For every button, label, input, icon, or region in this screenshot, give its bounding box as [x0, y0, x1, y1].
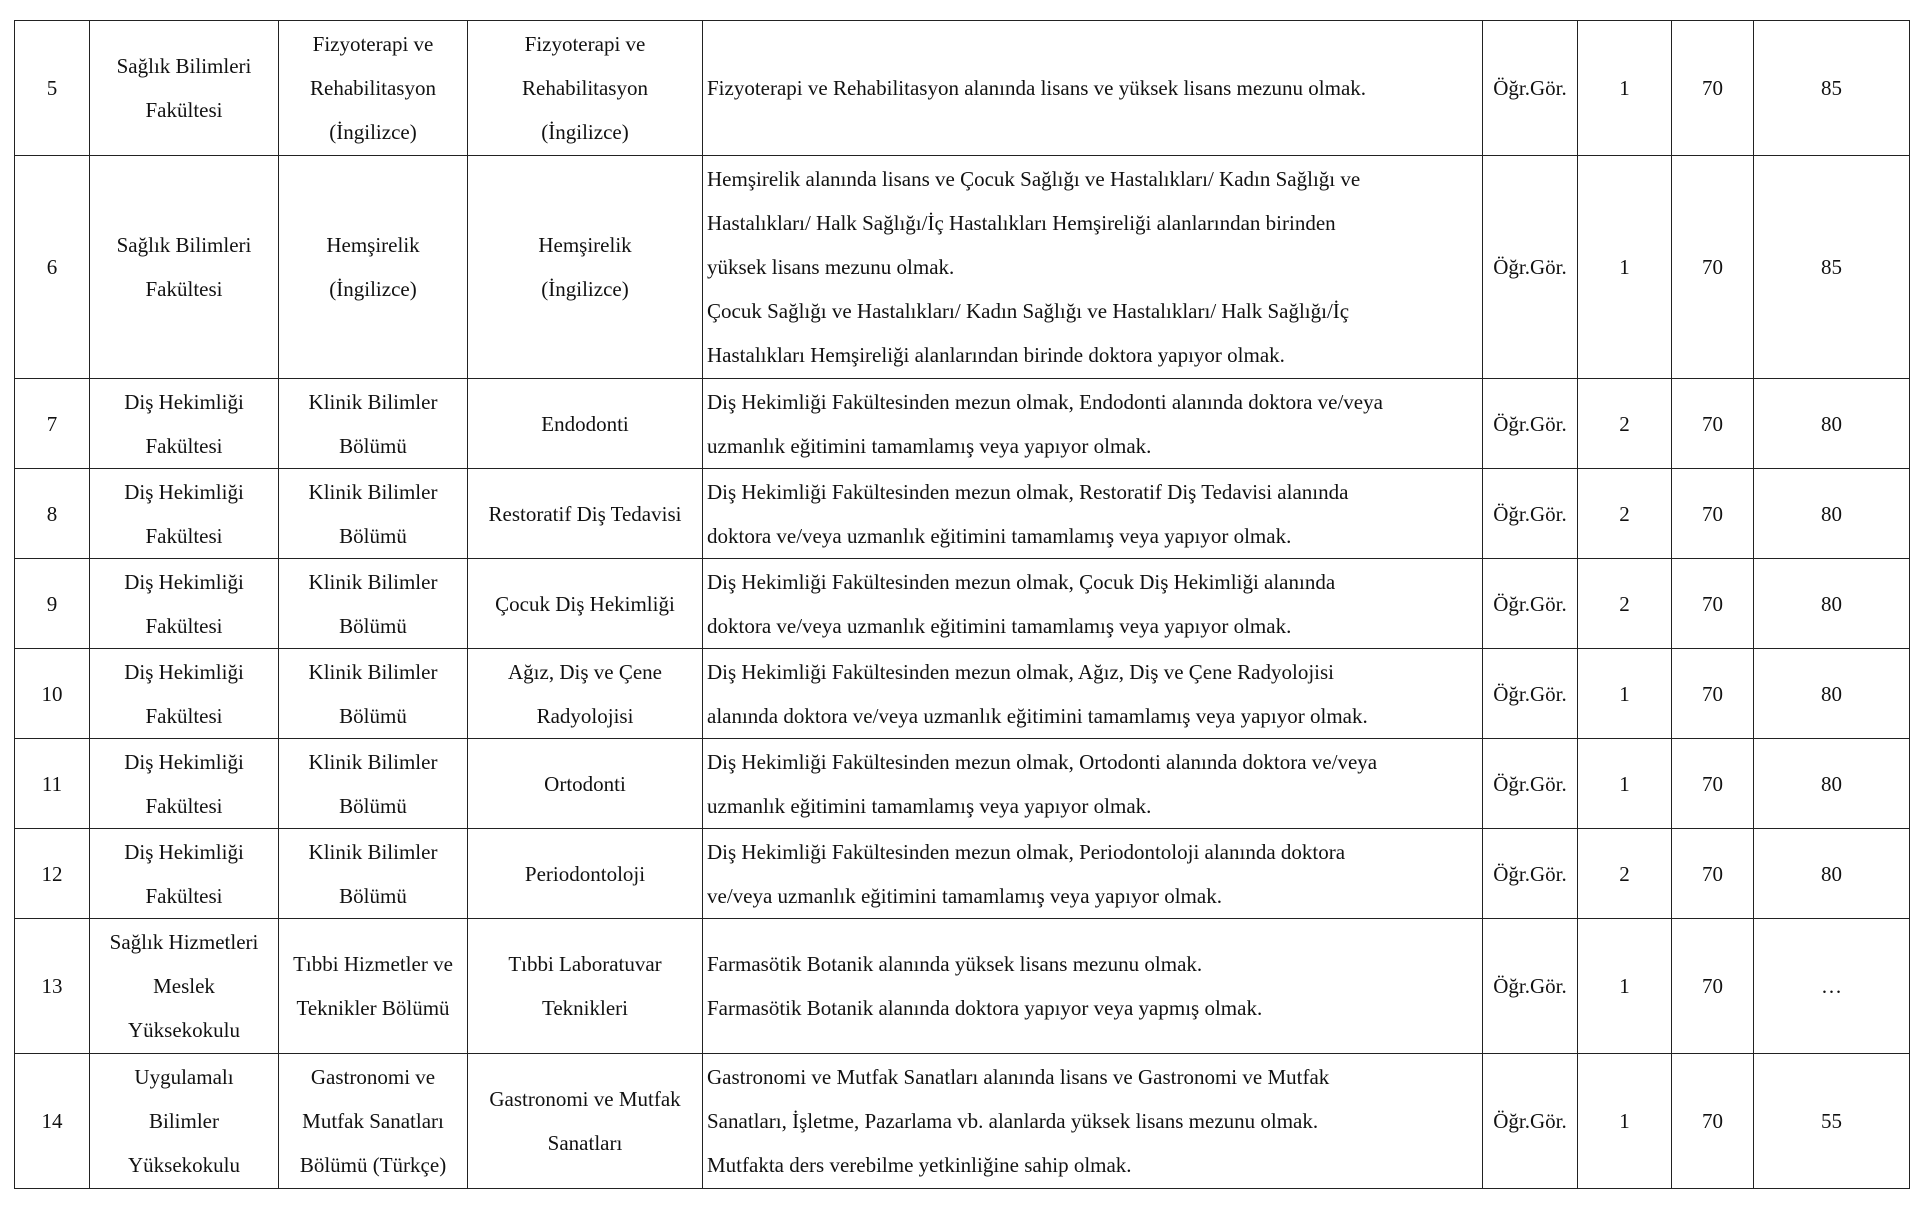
unit-cell: [90, 21, 279, 156]
requirements-cell-line: Diş Hekimliği Fakültesinden mezun olmak, Çocuk Diş Hekimliği alanında: [707, 569, 1336, 594]
score-a-cell: 70: [1672, 559, 1754, 649]
row-number: 6: [15, 156, 90, 379]
requirements-cell-line: Diş Hekimliği Fakültesinden mezun olmak, Periodontoloji alanında doktora: [707, 839, 1346, 864]
row-number: 5: [15, 21, 90, 156]
department-cell-line: Klinik Bilimler: [308, 659, 438, 684]
department-cell-line: Gastronomi ve: [310, 1065, 436, 1089]
department-cell-line: Bölümü (Türkçe): [299, 1153, 447, 1177]
program-cell: [468, 469, 703, 559]
score-b-cell: 80: [1754, 649, 1910, 739]
department-cell: [279, 919, 468, 1054]
table-row: [15, 559, 1910, 649]
unit-cell: [90, 379, 279, 469]
title-cell: Öğr.Gör.: [1483, 919, 1578, 1054]
unit-cell-line: Yüksekokulu: [128, 1153, 240, 1177]
requirements-cell: [703, 919, 1483, 1054]
unit-cell: [90, 156, 279, 379]
requirements-cell-line: Hastalıkları/ Halk Sağlığı/İç Hastalıkları Hemşireliği alanlarından birinden: [707, 211, 1336, 235]
table-row: [15, 1054, 1910, 1189]
title-cell: Öğr.Gör.: [1483, 829, 1578, 919]
count-cell: 2: [1578, 829, 1672, 919]
requirements-cell-line: Gastronomi ve Mutfak Sanatları alanında lisans ve Gastronomi ve Mutfak: [707, 1065, 1330, 1089]
score-b-cell: …: [1754, 919, 1910, 1054]
table-row: [15, 469, 1910, 559]
department-cell-line: Bölümü: [339, 523, 407, 548]
score-a-cell: 70: [1672, 1054, 1754, 1189]
count-cell: 2: [1578, 559, 1672, 649]
program-cell-line: Fizyoterapi ve: [524, 32, 646, 56]
requirements-cell-line: doktora ve/veya uzmanlık eğitimini tamamlamış veya yapıyor olmak.: [707, 523, 1292, 548]
requirements-cell-line: Farmasötik Botanik alanında doktora yapıyor veya yapmış olmak.: [707, 996, 1263, 1020]
row-number: 11: [15, 739, 90, 829]
unit-cell-line: Meslek: [153, 974, 215, 998]
row-number: 14: [15, 1054, 90, 1189]
score-a-cell: 70: [1672, 21, 1754, 156]
score-a-cell: 70: [1672, 829, 1754, 919]
count-cell: 1: [1578, 919, 1672, 1054]
program-cell-line: Hemşirelik: [538, 233, 632, 257]
title-cell: Öğr.Gör.: [1483, 21, 1578, 156]
unit-cell-line: Fakültesi: [145, 98, 223, 122]
program-cell-line: Ortodonti: [544, 771, 626, 796]
program-cell-line: Periodontoloji: [524, 861, 646, 886]
requirements-cell: [703, 739, 1483, 829]
unit-cell-line: Uygulamalı: [134, 1065, 234, 1089]
department-cell-line: Teknikler Bölümü: [296, 996, 450, 1020]
unit-cell-line: Sağlık Bilimleri: [116, 233, 252, 257]
department-cell-line: (İngilizce): [329, 120, 417, 144]
program-cell: [468, 21, 703, 156]
unit-cell-line: Fakültesi: [145, 433, 223, 458]
department-cell-line: Klinik Bilimler: [308, 749, 438, 774]
program-cell-line: Çocuk Diş Hekimliği: [495, 591, 675, 616]
unit-cell-line: Fakültesi: [145, 277, 223, 301]
program-cell-line: Sanatları: [547, 1131, 623, 1155]
table-row: [15, 829, 1910, 919]
unit-cell-line: Diş Hekimliği: [124, 569, 244, 594]
requirements-cell-line: ve/veya uzmanlık eğitimini tamamlamış veya yapıyor olmak.: [707, 883, 1222, 908]
program-cell: [468, 739, 703, 829]
score-a-cell: 70: [1672, 379, 1754, 469]
title-cell: Öğr.Gör.: [1483, 559, 1578, 649]
requirements-cell-line: uzmanlık eğitimini tamamlamış veya yapıyor olmak.: [707, 433, 1152, 458]
score-b-cell: 80: [1754, 829, 1910, 919]
program-cell-line: Endodonti: [541, 411, 629, 436]
unit-cell: [90, 649, 279, 739]
program-cell: [468, 919, 703, 1054]
unit-cell-line: Diş Hekimliği: [124, 839, 244, 864]
department-cell: [279, 559, 468, 649]
score-a-cell: 70: [1672, 919, 1754, 1054]
unit-cell-line: Bilimler: [149, 1109, 219, 1133]
program-cell-line: (İngilizce): [541, 120, 629, 144]
unit-cell: [90, 559, 279, 649]
requirements-cell-line: Sanatları, İşletme, Pazarlama vb. alanlarda yüksek lisans mezunu olmak.: [707, 1109, 1319, 1133]
department-cell-line: Tıbbi Hizmetler ve: [293, 952, 453, 976]
program-cell-line: (İngilizce): [541, 277, 629, 301]
department-cell-line: Bölümü: [339, 883, 407, 908]
title-cell: Öğr.Gör.: [1483, 649, 1578, 739]
requirements-cell-line: uzmanlık eğitimini tamamlamış veya yapıyor olmak.: [707, 793, 1152, 818]
requirements-cell-line: Çocuk Sağlığı ve Hastalıkları/ Kadın Sağlığı ve Hastalıkları/ Halk Sağlığı/İç: [707, 299, 1350, 323]
unit-cell-line: Sağlık Hizmetleri: [109, 930, 259, 954]
department-cell-line: Klinik Bilimler: [308, 569, 438, 594]
requirements-cell-line: Farmasötik Botanik alanında yüksek lisans mezunu olmak.: [707, 952, 1203, 976]
requirements-cell-line: Diş Hekimliği Fakültesinden mezun olmak, Ağız, Diş ve Çene Radyolojisi: [707, 659, 1335, 684]
program-cell-line: Ağız, Diş ve Çene: [508, 659, 662, 684]
row-number: 10: [15, 649, 90, 739]
program-cell: [468, 829, 703, 919]
table-row: [15, 156, 1910, 379]
requirements-cell-line: Diş Hekimliği Fakültesinden mezun olmak, Endodonti alanında doktora ve/veya: [707, 389, 1383, 414]
table-row: [15, 739, 1910, 829]
score-a-cell: 70: [1672, 469, 1754, 559]
department-cell-line: Klinik Bilimler: [308, 479, 438, 504]
unit-cell-line: Yüksekokulu: [128, 1018, 240, 1042]
department-cell: [279, 1054, 468, 1189]
title-cell: Öğr.Gör.: [1483, 1054, 1578, 1189]
department-cell-line: Bölümü: [339, 433, 407, 458]
row-number: 12: [15, 829, 90, 919]
score-a-cell: 70: [1672, 739, 1754, 829]
department-cell-line: (İngilizce): [329, 277, 417, 301]
score-b-cell: 55: [1754, 1054, 1910, 1189]
count-cell: 1: [1578, 649, 1672, 739]
program-cell-line: Rehabilitasyon: [522, 76, 648, 100]
requirements-cell: [703, 649, 1483, 739]
title-cell: Öğr.Gör.: [1483, 156, 1578, 379]
program-cell-line: Gastronomi ve Mutfak: [489, 1087, 681, 1111]
count-cell: 1: [1578, 21, 1672, 156]
unit-cell-line: Diş Hekimliği: [124, 479, 244, 504]
department-cell-line: Hemşirelik: [326, 233, 420, 257]
requirements-cell: [703, 1054, 1483, 1189]
count-cell: 2: [1578, 379, 1672, 469]
program-cell-line: Restoratif Diş Tedavisi: [488, 501, 682, 526]
unit-cell-line: Fakültesi: [145, 703, 223, 728]
count-cell: 2: [1578, 469, 1672, 559]
requirements-cell-line: doktora ve/veya uzmanlık eğitimini tamamlamış veya yapıyor olmak.: [707, 613, 1292, 638]
requirements-cell: [703, 829, 1483, 919]
requirements-cell: [703, 156, 1483, 379]
program-cell: [468, 559, 703, 649]
department-cell-line: Rehabilitasyon: [310, 76, 436, 100]
program-cell: [468, 1054, 703, 1189]
unit-cell: [90, 739, 279, 829]
count-cell: 1: [1578, 156, 1672, 379]
title-cell: Öğr.Gör.: [1483, 379, 1578, 469]
table-row: [15, 379, 1910, 469]
unit-cell-line: Diş Hekimliği: [124, 389, 244, 414]
department-cell: [279, 379, 468, 469]
department-cell: [279, 156, 468, 379]
table-row: [15, 21, 1910, 156]
requirements-cell-line: alanında doktora ve/veya uzmanlık eğitimini tamamlamış veya yapıyor olmak.: [707, 703, 1368, 728]
unit-cell: [90, 919, 279, 1054]
position-table: [14, 20, 1910, 1189]
department-cell-line: Klinik Bilimler: [308, 839, 438, 864]
count-cell: 1: [1578, 1054, 1672, 1189]
department-cell: [279, 829, 468, 919]
department-cell-line: Bölümü: [339, 613, 407, 638]
score-b-cell: 80: [1754, 559, 1910, 649]
program-cell: [468, 156, 703, 379]
requirements-cell: [703, 21, 1483, 156]
requirements-cell-line: Hemşirelik alanında lisans ve Çocuk Sağlığı ve Hastalıkları/ Kadın Sağlığı ve: [707, 167, 1361, 191]
program-cell-line: Tıbbi Laboratuvar: [508, 952, 662, 976]
requirements-cell-line: Hastalıkları Hemşireliği alanlarından birinde doktora yapıyor olmak.: [707, 343, 1285, 367]
department-cell-line: Klinik Bilimler: [308, 389, 438, 414]
program-cell-line: Teknikleri: [542, 996, 628, 1020]
requirements-cell-line: Diş Hekimliği Fakültesinden mezun olmak, Ortodonti alanında doktora ve/veya: [707, 749, 1378, 774]
table-row: [15, 649, 1910, 739]
department-cell: [279, 739, 468, 829]
score-b-cell: 80: [1754, 469, 1910, 559]
unit-cell-line: Sağlık Bilimleri: [116, 54, 252, 78]
score-a-cell: 70: [1672, 649, 1754, 739]
row-number: 8: [15, 469, 90, 559]
unit-cell-line: Fakültesi: [145, 883, 223, 908]
department-cell: [279, 21, 468, 156]
table-row: [15, 919, 1910, 1054]
department-cell-line: Bölümü: [339, 703, 407, 728]
requirements-cell-line: yüksek lisans mezunu olmak.: [707, 255, 955, 279]
requirements-cell-line: Mutfakta ders verebilme yetkinliğine sahip olmak.: [707, 1153, 1132, 1177]
unit-cell-line: Diş Hekimliği: [124, 659, 244, 684]
unit-cell: [90, 829, 279, 919]
requirements-cell-line: Fizyoterapi ve Rehabilitasyon alanında lisans ve yüksek lisans mezunu olmak.: [707, 76, 1367, 100]
program-cell: [468, 649, 703, 739]
table-body: [15, 21, 1910, 1189]
unit-cell-line: Fakültesi: [145, 613, 223, 638]
score-a-cell: 70: [1672, 156, 1754, 379]
title-cell: Öğr.Gör.: [1483, 469, 1578, 559]
department-cell-line: Fizyoterapi ve: [312, 32, 434, 56]
row-number: 9: [15, 559, 90, 649]
program-cell: [468, 379, 703, 469]
department-cell-line: Mutfak Sanatları: [302, 1109, 444, 1133]
unit-cell-line: Fakültesi: [145, 523, 223, 548]
title-cell: Öğr.Gör.: [1483, 739, 1578, 829]
unit-cell-line: Diş Hekimliği: [124, 749, 244, 774]
unit-cell: [90, 1054, 279, 1189]
score-b-cell: 85: [1754, 21, 1910, 156]
requirements-cell: [703, 559, 1483, 649]
department-cell: [279, 469, 468, 559]
unit-cell-line: Fakültesi: [145, 793, 223, 818]
unit-cell: [90, 469, 279, 559]
department-cell-line: Bölümü: [339, 793, 407, 818]
department-cell: [279, 649, 468, 739]
requirements-cell-line: Diş Hekimliği Fakültesinden mezun olmak, Restoratif Diş Tedavisi alanında: [707, 479, 1349, 504]
score-b-cell: 80: [1754, 739, 1910, 829]
row-number: 7: [15, 379, 90, 469]
requirements-cell: [703, 469, 1483, 559]
row-number: 13: [15, 919, 90, 1054]
requirements-cell: [703, 379, 1483, 469]
score-b-cell: 80: [1754, 379, 1910, 469]
score-b-cell: 85: [1754, 156, 1910, 379]
count-cell: 1: [1578, 739, 1672, 829]
program-cell-line: Radyolojisi: [536, 703, 634, 728]
